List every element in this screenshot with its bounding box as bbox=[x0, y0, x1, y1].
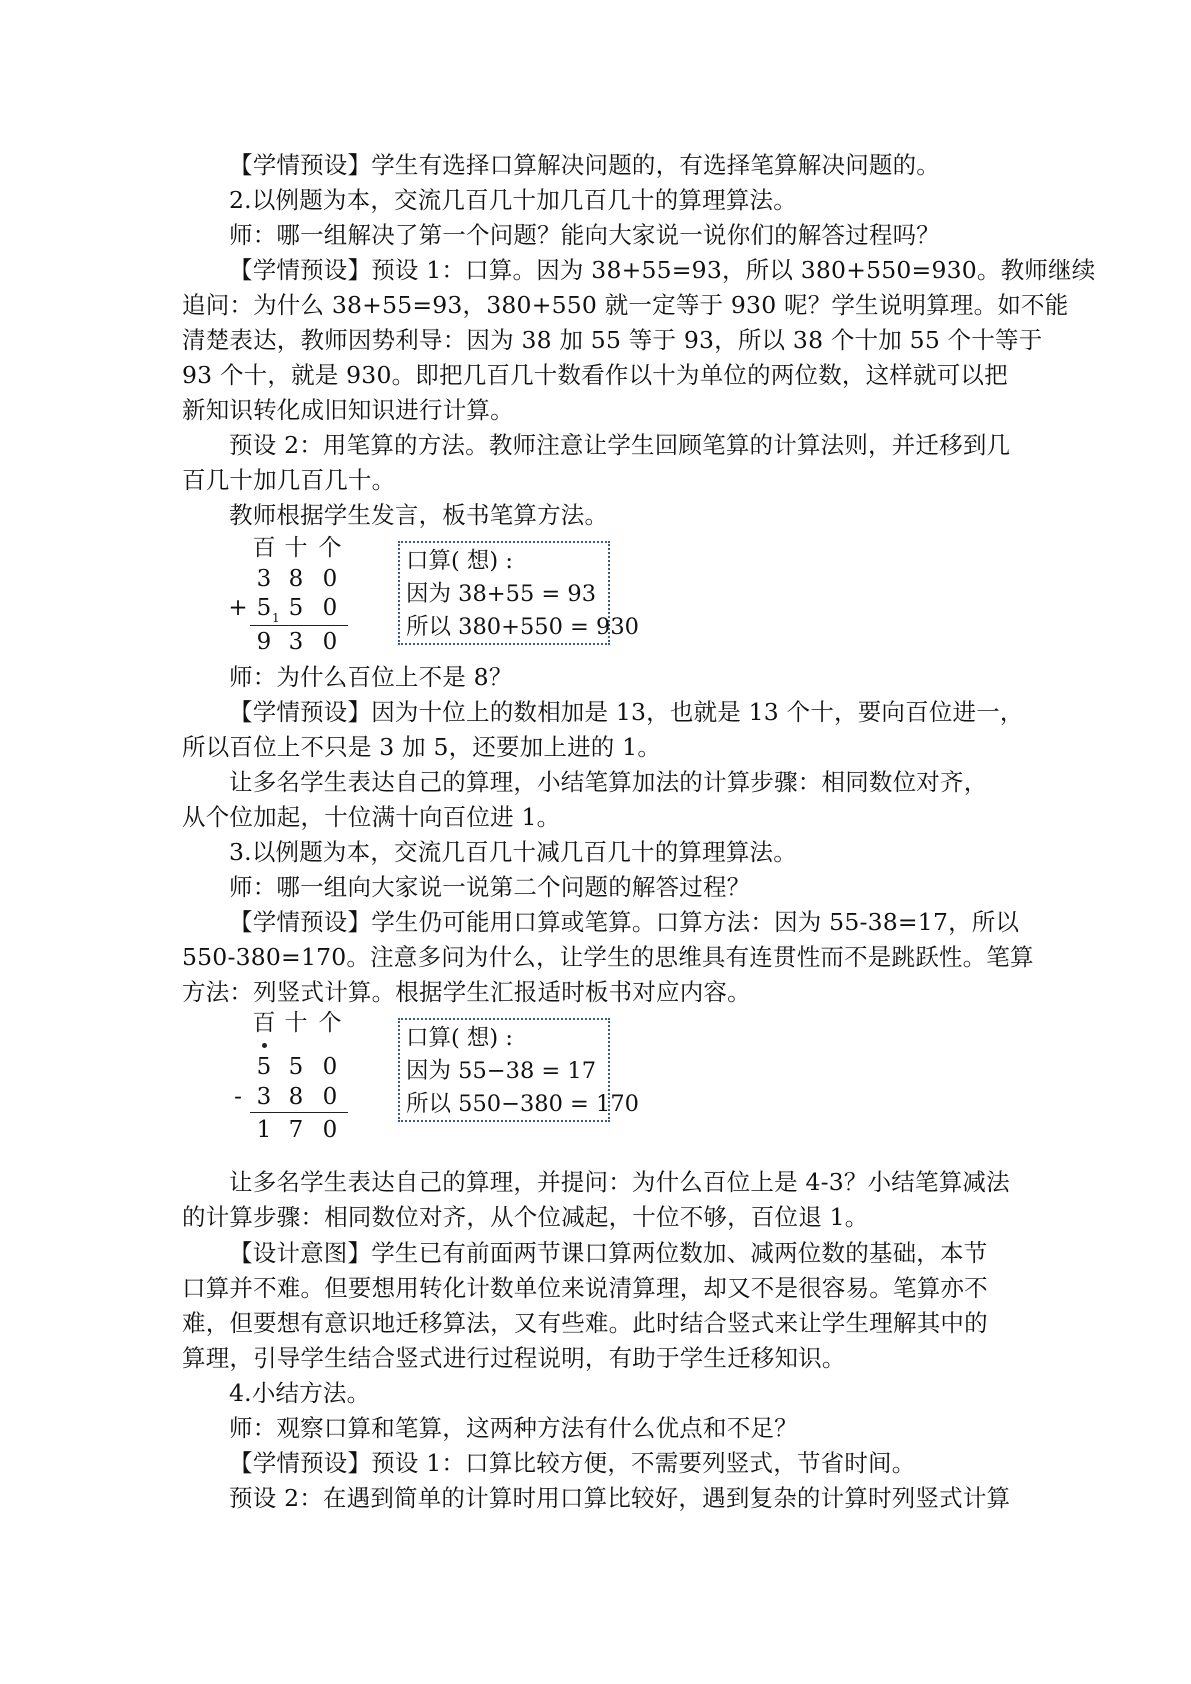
difference-result bbox=[222, 1115, 347, 1145]
sum-rule-line bbox=[250, 625, 348, 626]
paragraph-line: 教师根据学生发言，板书笔算方法。 bbox=[229, 501, 609, 529]
minus-operator: - bbox=[234, 1084, 242, 1110]
digit: 0 bbox=[322, 595, 338, 621]
addition-vertical-calculation bbox=[222, 533, 347, 653]
paragraph-line: 口算并不难。但要想用转化计数单位来说清算理，却又不是很容易。笔算亦不 bbox=[182, 1274, 988, 1302]
digit: 7 bbox=[288, 1117, 304, 1143]
teacher-question-3: 师：哪一组向大家说一说第二个问题的解答过程？ bbox=[229, 873, 751, 901]
digit: 5 bbox=[256, 595, 272, 621]
ones-label: 个 bbox=[318, 1010, 342, 1036]
paragraph-line: 让多名学生表达自己的算理，并提问：为什么百位上是 4-3？小结笔算减法 bbox=[229, 1168, 1010, 1196]
paragraph-line: 的计算步骤：相同数位对齐，从个位减起，十位不够，百位退 1。 bbox=[182, 1203, 869, 1231]
paragraph-line: 百几十加几百几十。 bbox=[182, 466, 396, 494]
paragraph-line: 所以百位上不只是 3 加 5，还要加上进的 1。 bbox=[182, 733, 662, 761]
section-heading-3: 3.以例题为本，交流几百几十减几百几十的算理算法。 bbox=[229, 838, 797, 866]
box-reason: 因为 55−38 = 17 bbox=[406, 1058, 597, 1084]
borrow-dot bbox=[262, 1043, 267, 1048]
paragraph-learning-preset-1: 【学情预设】学生有选择口算解决问题的，有选择笔算解决问题的。 bbox=[229, 151, 940, 179]
digit: 3 bbox=[256, 1084, 272, 1110]
paragraph-line: 算理，引导学生结合竖式进行过程说明，有助于学生迁移知识。 bbox=[182, 1344, 846, 1372]
paragraph-line: 【学情预设】学生仍可能用口算或笔算。口算方法：因为 55-38=17，所以 bbox=[229, 908, 1020, 936]
digit: 9 bbox=[256, 629, 272, 655]
digit: 8 bbox=[288, 1084, 304, 1110]
subtrahend bbox=[222, 1082, 347, 1112]
mental-calc-box-subtraction bbox=[398, 1018, 639, 1122]
paragraph-line: 方法：列竖式计算。根据学生汇报适时板书对应内容。 bbox=[182, 978, 751, 1006]
digit: 0 bbox=[322, 1084, 338, 1110]
plus-operator: + bbox=[228, 595, 248, 621]
addend-top bbox=[222, 564, 347, 594]
digit: 5 bbox=[256, 1054, 272, 1080]
section-heading-4: 4.小结方法。 bbox=[229, 1379, 371, 1407]
paragraph-line: 从个位加起，十位满十向百位进 1。 bbox=[182, 803, 561, 831]
place-value-header bbox=[222, 1008, 347, 1038]
digit: 5 bbox=[288, 595, 304, 621]
tens-label: 十 bbox=[284, 535, 308, 561]
digit: 1 bbox=[256, 1117, 272, 1143]
subtraction-vertical-calculation bbox=[222, 1008, 347, 1143]
box-title: 口算( 想) : bbox=[406, 548, 513, 574]
difference-rule-line bbox=[250, 1112, 348, 1113]
tens-label: 十 bbox=[284, 1010, 308, 1036]
digit: 0 bbox=[322, 629, 338, 655]
addend-bottom bbox=[222, 593, 347, 623]
section-heading-2: 2.以例题为本，交流几百几十加几百几十的算理算法。 bbox=[229, 186, 797, 214]
place-value-header bbox=[222, 533, 347, 563]
paragraph-line: 清楚表达，教师因势利导：因为 38 加 55 等于 93，所以 38 个十加 55 个十等于 bbox=[182, 326, 1043, 354]
digit: 5 bbox=[288, 1054, 304, 1080]
paragraph-line: 【学情预设】预设 1：口算比较方便，不需要列竖式，节省时间。 bbox=[229, 1449, 916, 1477]
digit: 3 bbox=[288, 629, 304, 655]
paragraph-line: 550-380=170。注意多问为什么，让学生的思维具有连贯性而不是跳跃性。笔算 bbox=[182, 943, 1034, 971]
digit: 0 bbox=[322, 566, 338, 592]
box-result: 所以 380+550 = 930 bbox=[406, 614, 639, 640]
sum-result bbox=[222, 627, 347, 657]
paragraph-line: 【学情预设】因为十位上的数相加是 13，也就是 13 个十，要向百位进一， bbox=[229, 698, 1024, 726]
paragraph-line: 新知识转化成旧知识进行计算。 bbox=[182, 396, 514, 424]
box-reason: 因为 38+55 = 93 bbox=[406, 581, 597, 607]
hundreds-label: 百 bbox=[252, 1010, 276, 1036]
paragraph-line: 预设 2：用笔算的方法。教师注意让学生回顾笔算的计算法则，并迁移到几 bbox=[229, 431, 1011, 459]
mental-calc-box-addition bbox=[398, 541, 639, 645]
teacher-question-2: 师：为什么百位上不是 8？ bbox=[229, 663, 513, 691]
hundreds-label: 百 bbox=[252, 535, 276, 561]
teacher-question-4: 师：观察口算和笔算，这两种方法有什么优点和不足？ bbox=[229, 1414, 798, 1442]
paragraph-line: 难，但要想有意识地迁移算法，又有些难。此时结合竖式来让学生理解其中的 bbox=[182, 1309, 988, 1337]
minuend bbox=[222, 1052, 347, 1082]
paragraph-line: 让多名学生表达自己的算理，小结笔算加法的计算步骤：相同数位对齐， bbox=[229, 768, 988, 796]
teacher-question-1: 师：哪一组解决了第一个问题？能向大家说一说你们的解答过程吗？ bbox=[229, 221, 940, 249]
digit: 0 bbox=[322, 1117, 338, 1143]
paragraph-line: 追问：为什么 38+55=93，380+550 就一定等于 930 呢？学生说明算理。如不能 bbox=[182, 291, 1069, 319]
digit: 8 bbox=[288, 566, 304, 592]
paragraph-line: 【学情预设】预设 1：口算。因为 38+55=93，所以 380+550=930。教师继续 bbox=[229, 256, 1096, 284]
paragraph-line: 预设 2：在遇到简单的计算时用口算比较好，遇到复杂的计算时列竖式计算 bbox=[229, 1484, 1011, 1512]
digit: 3 bbox=[256, 566, 272, 592]
box-result: 所以 550−380 = 170 bbox=[406, 1091, 639, 1117]
carry-digit: 1 bbox=[272, 611, 280, 625]
digit: 0 bbox=[322, 1054, 338, 1080]
design-intent-line: 【设计意图】学生已有前面两节课口算两位数加、减两位数的基础，本节 bbox=[229, 1239, 988, 1267]
ones-label: 个 bbox=[318, 535, 342, 561]
paragraph-line: 93 个十，就是 930。即把几百几十数看作以十为单位的两位数，这样就可以把 bbox=[182, 361, 1008, 389]
box-title: 口算( 想) : bbox=[406, 1025, 513, 1051]
